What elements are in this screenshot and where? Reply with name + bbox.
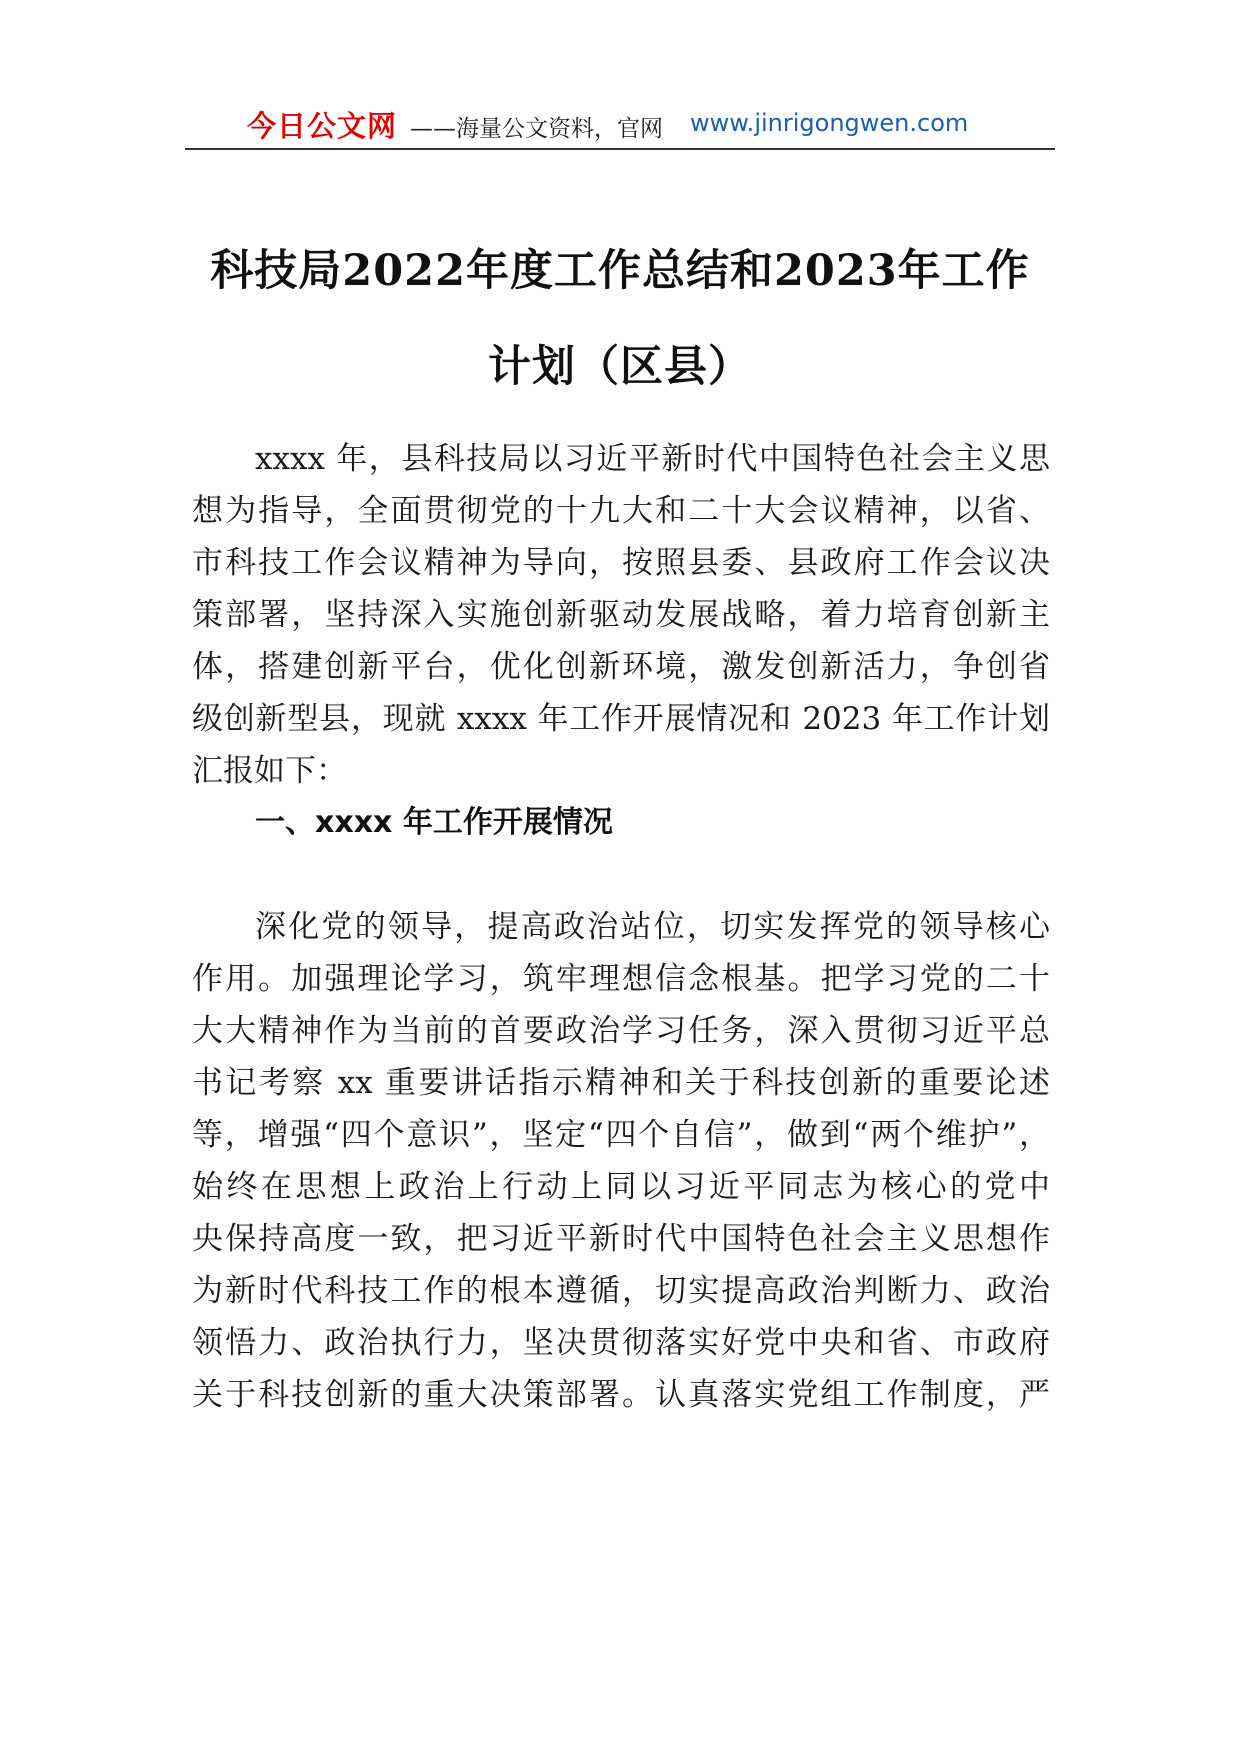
site-header [185,102,1055,150]
document-title-line-1: 科技局2022年度工作总结和2023年工作 [210,246,1030,296]
section-heading: 一、xxxx 年工作开展情况 [255,805,613,840]
intro-line: 策部署，坚持深入实施创新驱动发展战略，着力培育创新主 [192,597,1050,633]
intro-line: 市科技工作会议精神为导向，按照县委、县政府工作会议决 [192,545,1050,581]
body-line: 关于科技创新的重大决策部署。认真落实党组工作制度，严 [192,1377,1050,1413]
body-line: 领悟力、政治执行力，坚决贯彻落实好党中央和省、市政府 [192,1325,1050,1361]
intro-line: 体，搭建创新平台，优化创新环境，激发创新活力，争创省 [192,649,1050,685]
intro-line: xxxx 年，县科技局以习近平新时代中国特色社会主义思 [255,441,1050,477]
body-line: 书记考察 xx 重要讲话指示精神和关于科技创新的重要论述 [192,1065,1050,1101]
body-line: 深化党的领导，提高政治站位，切实发挥党的领导核心 [255,909,1050,945]
site-tagline: ——海量公文资料，官网 [410,116,663,142]
body-line: 央保持高度一致，把习近平新时代中国特色社会主义思想作 [192,1221,1050,1257]
body-line: 始终在思想上政治上行动上同以习近平同志为核心的党中 [192,1169,1050,1205]
intro-line: 想为指导，全面贯彻党的十九大和二十大会议精神，以省、 [192,493,1050,529]
intro-line: 级创新型县，现就 xxxx 年工作开展情况和 2023 年工作计划 [192,701,1050,737]
site-brand: 今日公文网 [247,109,398,143]
site-url-link[interactable]: www.jinrigongwen.com [690,109,969,137]
body-line: 作用。加强理论学习，筑牢理想信念根基。把学习党的二十 [192,961,1050,997]
body-line: 大大精神作为当前的首要政治学习任务，深入贯彻习近平总 [192,1013,1050,1049]
document-title-line-2: 计划（区县） [488,342,752,392]
intro-line: 汇报如下： [192,753,347,789]
body-line: 为新时代科技工作的根本遵循，切实提高政治判断力、政治 [192,1273,1050,1309]
body-line: 等，增强“四个意识”，坚定“四个自信”，做到“两个维护”， [192,1117,1050,1153]
